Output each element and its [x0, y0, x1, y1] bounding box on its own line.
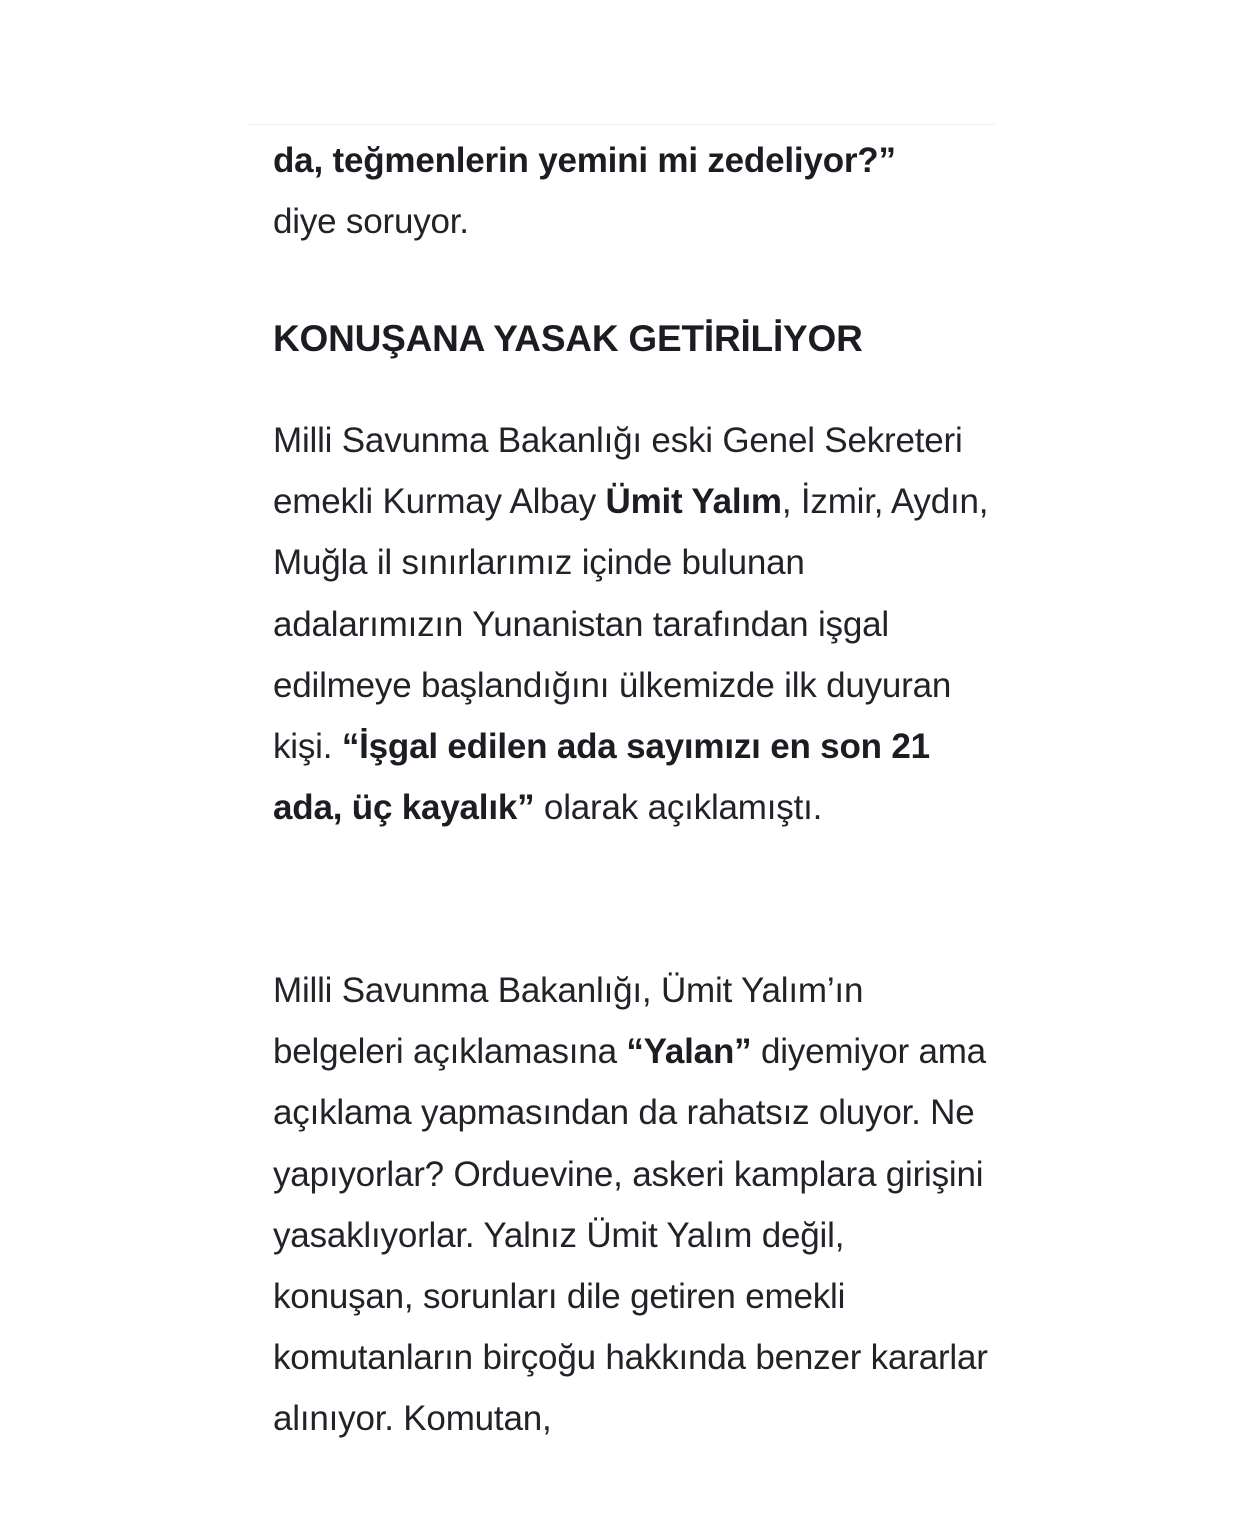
intro-bold-quote: da, teğmenlerin yemini mi zedeliyor?”	[273, 141, 896, 180]
paragraph-1	[273, 410, 993, 838]
p1-text-3: olarak açıklamıştı.	[534, 788, 823, 828]
top-divider	[248, 124, 996, 125]
p2-text-2: diyemiyor ama açıklama yapmasından da rahatsız oluyor. Ne yapıyorlar? Orduevine, askeri kamplara girişini yasaklıyorlar. Yalnız Ümit Yalım değil, konuşan, sorunları dile getiren emekli komutanların birçoğu hakkında benzer kararlar alınıyor. Komutan,	[273, 1032, 988, 1439]
p1-bold-quote: “İşgal edilen ada sayımızı en son 21 ada, üç kayalık”	[273, 727, 930, 828]
p2-text-1: Milli Savunma Bakanlığı, Ümit Yalım’ın belgeleri açıklamasına	[273, 971, 864, 1072]
section-heading: KONUŞANA YASAK GETİRİLİYOR	[273, 318, 863, 359]
paragraph-2	[273, 960, 993, 1450]
p1-text-1: Milli Savunma Bakanlığı eski Genel Sekreteri emekli Kurmay Albay	[273, 421, 963, 522]
p1-bold-name: Ümit Yalım	[605, 482, 782, 522]
intro-tail: diye soruyor.	[273, 202, 469, 242]
intro-paragraph	[273, 130, 993, 252]
p1-text-2: , İzmir, Aydın, Muğla il sınırlarımız içinde bulunan adalarımızın Yunanistan tarafından işgal edilmeye başlandığını ülkemizde ilk duyuran kişi.	[273, 482, 989, 767]
p2-bold-quote: “Yalan”	[626, 1032, 752, 1072]
